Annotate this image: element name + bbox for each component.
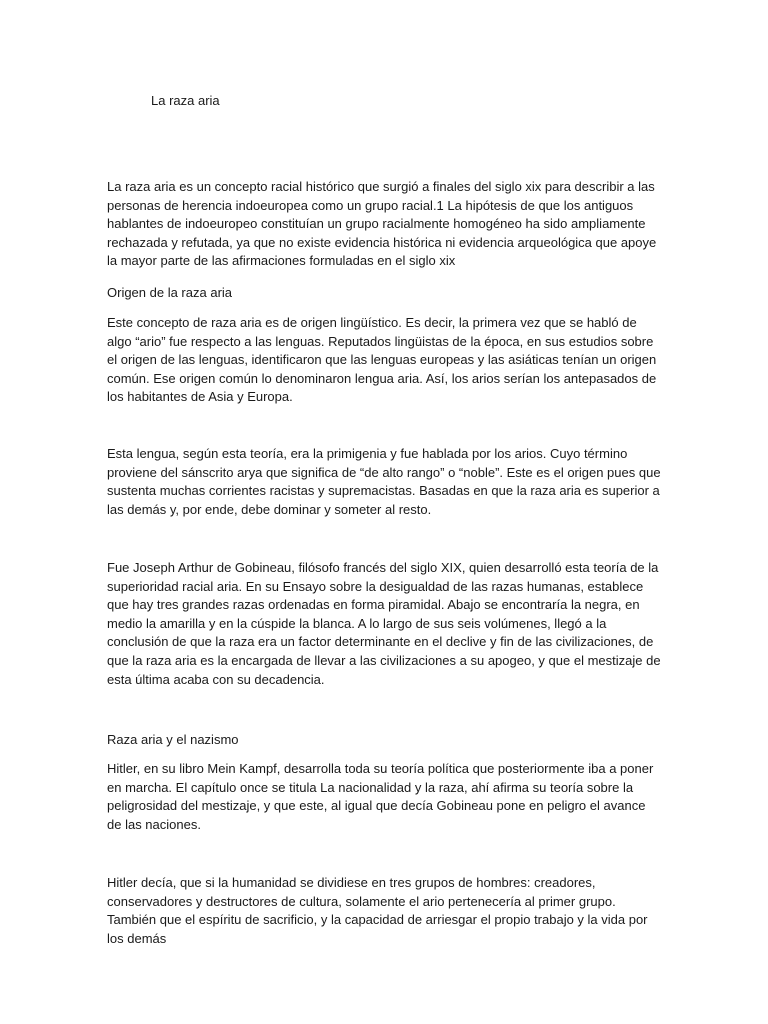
document-title: La raza aria [151, 93, 220, 108]
paragraph-mein-kampf: Hitler, en su libro Mein Kampf, desarrolla toda su teoría política que posteriormente iba a poner en marcha. El capítulo once se titula La nacionalidad y la raza, ahí afirma su teoría sobre la peligrosidad del mestizaje, y que este, al igual que decía Gobineau pone en peligro el avance de las naciones. [107, 761, 654, 832]
paragraph-lengua: Esta lengua, según esta teoría, era la primigenia y fue hablada por los arios. Cuyo término proviene del sánscrito arya que significa de “de alto rango” o “noble”. Este es el origen pues que sustenta muchas corrientes racistas y supremacistas. Basadas en que la raza aria es superior a las demás y, por ende, debe dominar y someter al resto. [107, 446, 661, 517]
paragraph-intro: La raza aria es un concepto racial histórico que surgió a finales del siglo xix para describir a las personas de herencia indoeuropea como un grupo racial.1 La hipótesis de que los antiguos hablantes de indoeuropeo constituían un grupo racialmente homogéneo ha sido ampliamente rechazada y refutada, ya que no existe evidencia histórica ni evidencia arqueológica que apoye la mayor parte de las afirmaciones formuladas en el siglo xix [107, 179, 657, 269]
paragraph-origen: Este concepto de raza aria es de origen lingüístico. Es decir, la primera vez que se habló de algo “ario” fue respecto a las lenguas. Reputados lingüistas de la época, en sus estudios sobre el origen de las lenguas, identificaron que las lenguas europeas y las asiáticas tenían un origen común. Ese origen común lo denominaron lengua aria. Así, los arios serían los antepasados de los habitantes de Asia y Europa. [107, 315, 657, 405]
section-heading-origen: Origen de la raza aria [107, 285, 233, 300]
paragraph-hitler-grupos: Hitler decía, que si la humanidad se dividiese en tres grupos de hombres: creadores, conservadores y destructores de cultura, solamente el ario pertenecería al primer grupo. También que el espíritu de sacrificio, y la capacidad de arriesgar el propio trabajo y la vida por los demás [107, 875, 648, 946]
paragraph-gobineau: Fue Joseph Arthur de Gobineau, filósofo francés del siglo XIX, quien desarrolló esta teoría de la superioridad racial aria. En su Ensayo sobre la desigualdad de las razas humanas, establece que hay tres grandes razas ordenadas en forma piramidal. Abajo se encontraría la negra, en medio la amarilla y en la cúspide la blanca. A lo largo de sus seis volúmenes, llegó a la conclusión de que la raza era un factor determinante en el declive y fin de las civilizaciones, de que la raza aria es la encargada de llevar a las civilizaciones a su apogeo, y que el mestizaje de esta última acaba con su decadencia. [107, 560, 661, 687]
section-heading-nazismo: Raza aria y el nazismo [107, 732, 239, 747]
